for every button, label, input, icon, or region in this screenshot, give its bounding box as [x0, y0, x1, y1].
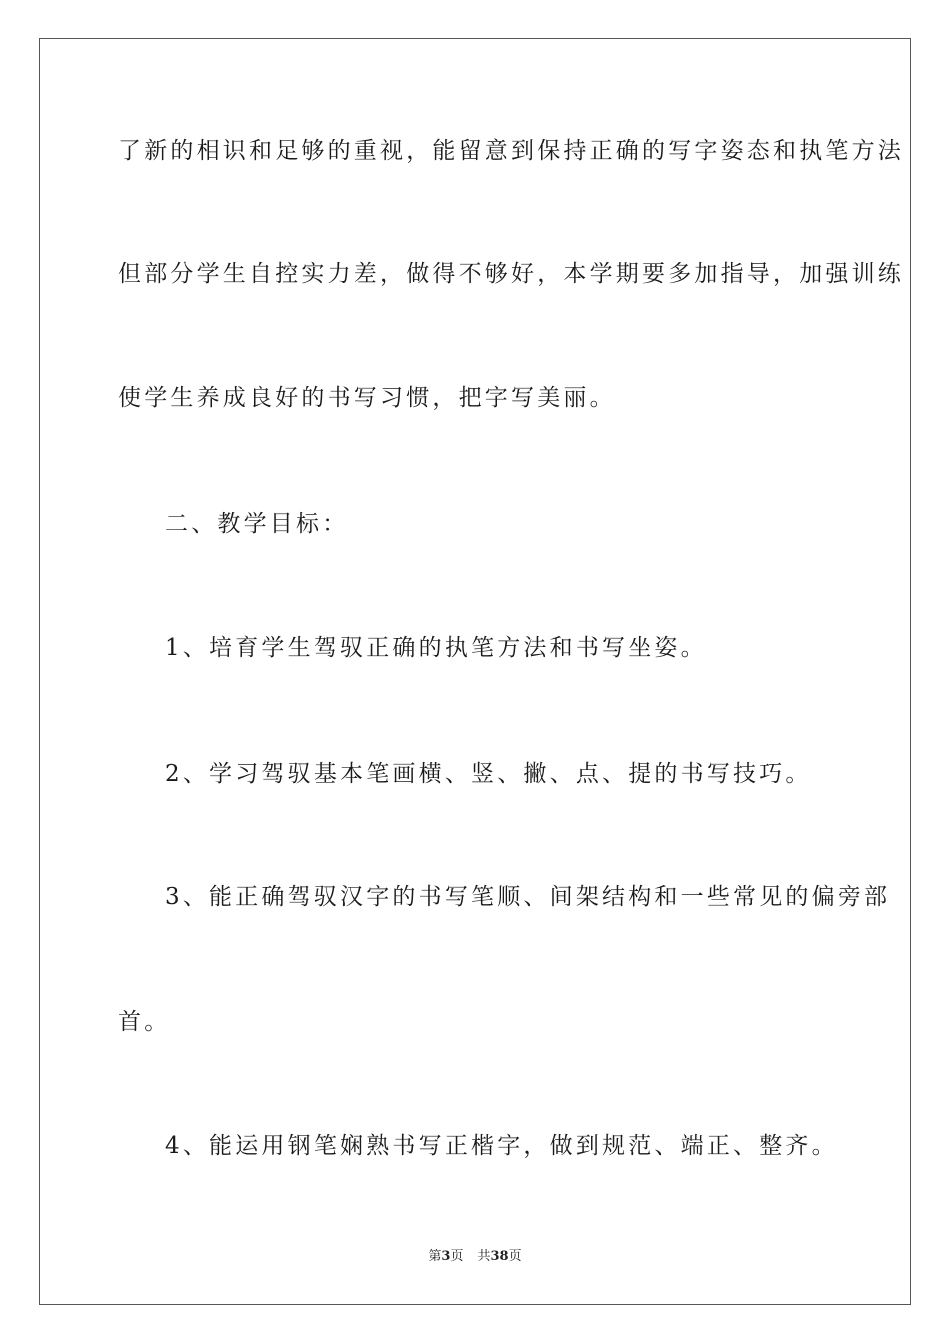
total-prefix: 共 — [477, 1249, 491, 1264]
body-text-line-3: 使学生养成良好的书写习惯，把字写美丽。 — [118, 385, 616, 411]
body-text-line-1: 了新的相识和足够的重视，能留意到保持正确的写字姿态和执笔方法 — [118, 138, 904, 164]
total-suffix: 页 — [508, 1249, 522, 1264]
page-border — [39, 38, 911, 1305]
page-suffix: 页 — [450, 1249, 464, 1264]
page-number: 3 — [441, 1249, 451, 1264]
goal-item-4: 4、能运用钢笔娴熟书写正楷字，做到规范、端正、整齐。 — [165, 1133, 838, 1159]
goal-item-3: 3、能正确驾驭汉字的书写笔顺、间架结构和一些常见的偏旁部 — [165, 884, 891, 910]
goal-item-1: 1、培育学生驾驭正确的执笔方法和书写坐姿。 — [165, 635, 707, 661]
goal-item-2: 2、学习驾驭基本笔画横、竖、撇、点、提的书写技巧。 — [165, 761, 812, 787]
body-text-line-2: 但部分学生自控实力差，做得不够好，本学期要多加指导，加强训练 — [118, 261, 904, 287]
page-footer — [0, 1249, 950, 1265]
total-pages: 38 — [490, 1249, 509, 1264]
section-heading-teaching-goals: 二、教学目标： — [165, 511, 349, 537]
goal-item-3-continuation: 首。 — [118, 1009, 171, 1035]
page-prefix: 第 — [428, 1249, 442, 1264]
